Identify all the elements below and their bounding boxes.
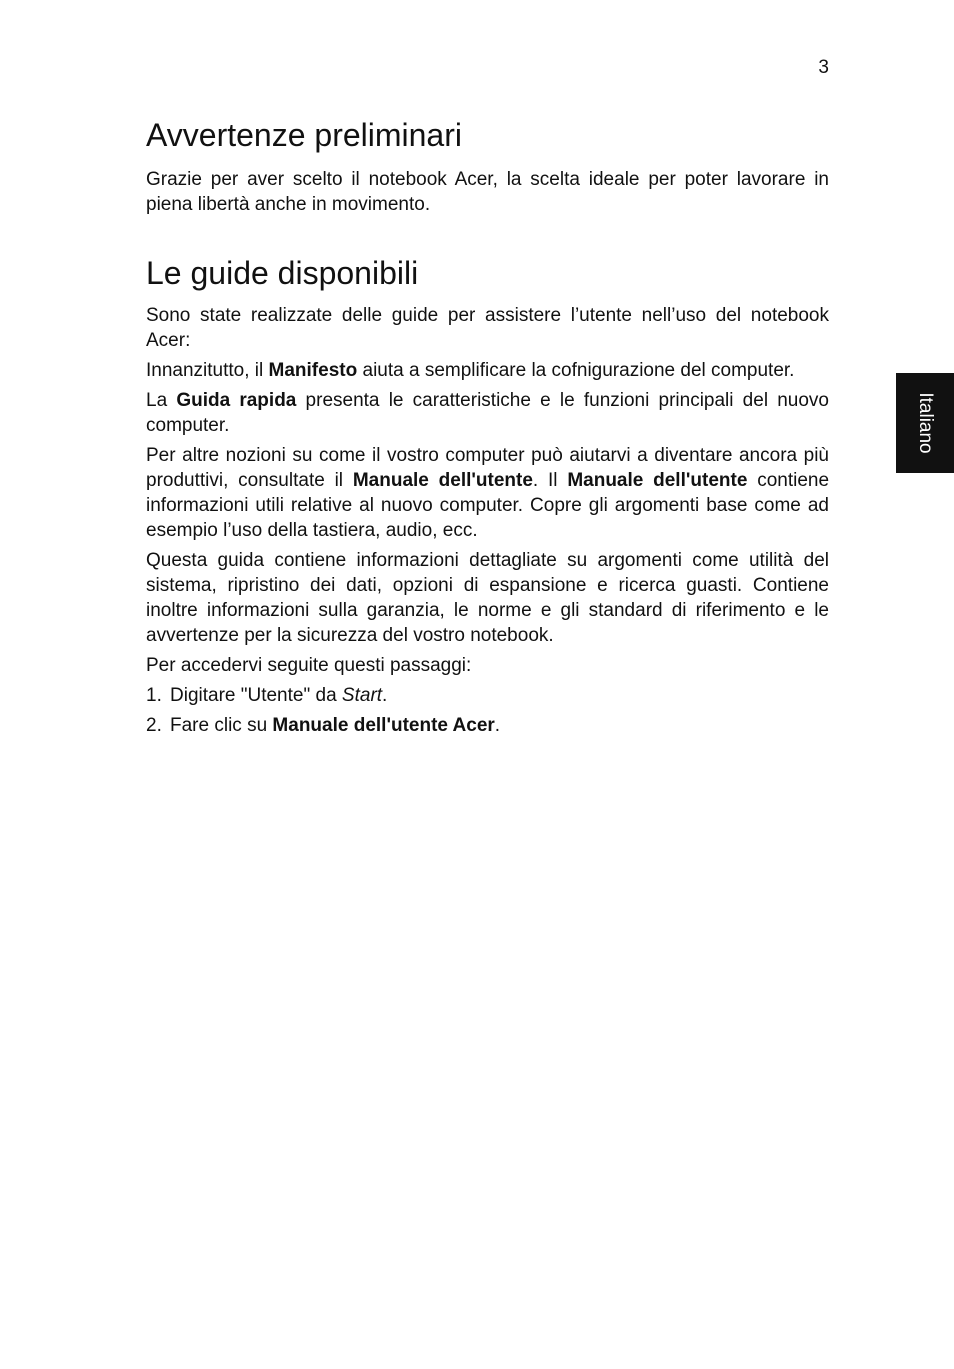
page-number: 3: [818, 57, 829, 78]
text-run: . Il: [532, 470, 568, 491]
text-run: .: [494, 715, 501, 736]
section-title-guide: Le guide disponibili: [146, 255, 419, 291]
step-number: 1.: [146, 685, 162, 706]
manuale-term: Manuale dell'utente: [567, 470, 748, 491]
guida-rapida-term: Guida rapida: [176, 390, 297, 411]
list-item: [146, 713, 829, 738]
guides-paragraph-4: [146, 443, 829, 543]
language-side-tab-label: Italiano: [915, 392, 936, 454]
guides-paragraph-5: Questa guida contiene informazioni dettagliate su argomenti come utilità del sistema, ripristino dei dati, opzioni di espansione e ricerca guasti. Contiene inoltre informazioni sulla garanzia, le norme e gli standard di riferimento e le avvertenze per la sicurezza del vostro notebook.: [146, 550, 829, 646]
manuale-acer-term: Manuale dell'utente Acer: [272, 715, 495, 736]
guides-paragraph-1: Sono state realizzate delle guide per assistere l’utente nell’uso del notebook Acer:: [146, 305, 829, 351]
start-term: Start: [341, 685, 383, 706]
guides-paragraph-3: [146, 388, 829, 438]
manifesto-term: Manifesto: [268, 360, 358, 381]
text-run: Fare clic su: [170, 715, 273, 736]
guides-paragraph-2: [146, 358, 829, 383]
list-item: [146, 683, 829, 708]
text-run: .: [382, 685, 388, 706]
manuale-term: Manuale dell'utente: [352, 470, 533, 491]
text-run: contiene informazioni utili relative al nuovo computer. Copre gli argomenti base come ad esempio l’uso della tastiera, audio, ecc.: [146, 470, 830, 541]
text-run: presenta le caratteristiche e le funzioni principali del nuovo computer.: [146, 390, 829, 436]
text-run: Digitare "Utente" da: [170, 685, 342, 706]
guides-body: [146, 303, 829, 743]
language-side-tab: [896, 373, 954, 473]
text-run: Per altre nozioni su come il vostro computer può aiutarvi a diventare ancora più produttivi, consultate il: [146, 445, 829, 491]
step-text: [170, 683, 387, 708]
step-number: 2.: [146, 715, 162, 736]
section-title-avvertenze: Avvertenze preliminari: [146, 117, 462, 153]
text-run: Innanzitutto, il: [146, 360, 269, 381]
text-run: La: [146, 390, 177, 411]
intro-paragraph: Grazie per aver scelto il notebook Acer, la scelta ideale per poter lavorare in piena libertà anche in movimento.: [146, 169, 829, 215]
steps-list: [146, 683, 829, 738]
text-run: aiuta a semplificare la cofnigurazione del computer.: [357, 360, 795, 381]
guides-paragraph-6: Per accedervi seguite questi passaggi:: [146, 655, 472, 676]
step-text: [170, 713, 500, 738]
